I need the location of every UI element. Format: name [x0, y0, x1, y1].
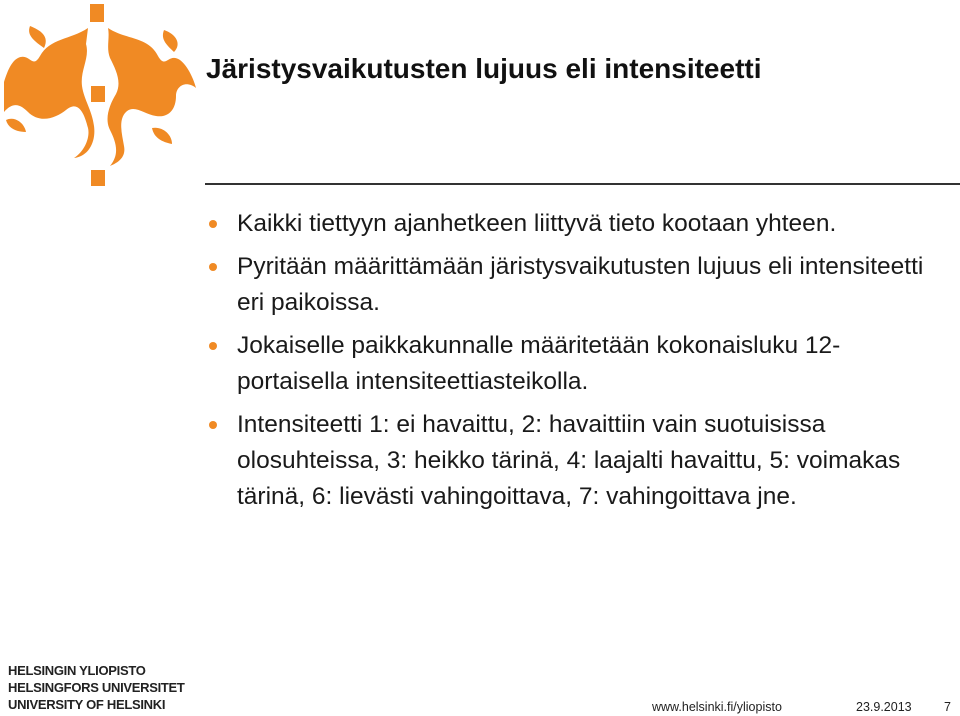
university-name-sv: HELSINGFORS UNIVERSITET — [8, 680, 185, 695]
list-item — [206, 206, 946, 242]
bullet-dot-icon — [209, 342, 217, 350]
bullet-dot-icon — [209, 220, 217, 228]
university-flame-logo-icon — [0, 0, 200, 190]
slide-title: Järistysvaikutusten lujuus eli intensiteetti — [206, 53, 762, 84]
footer-date: 23.9.2013 — [856, 700, 912, 714]
bullet-text: Intensiteetti 1: ei havaittu, 2: havaittiin vain suotuisissa olosuhteissa, 3: heikko tärinä, 4: laajalti havaittu, 5: voimakas tärinä, 6: lievästi vahingoittava, 7: vahingoittava jne. — [237, 411, 901, 510]
list-item — [206, 328, 946, 400]
title-divider — [205, 183, 960, 185]
bullet-dot-icon — [209, 263, 217, 271]
list-item — [206, 407, 946, 515]
list-item — [206, 249, 946, 321]
bullet-text: Pyritään määrittämään järistysvaikutusten lujuus eli intensiteetti eri paikoissa. — [237, 253, 924, 316]
bullet-list — [206, 206, 946, 522]
bullet-text: Jokaiselle paikkakunnalle määritetään kokonaisluku 12-portaisella intensiteettiasteikolla. — [237, 332, 841, 395]
page-number: 7 — [944, 700, 951, 714]
university-name-fi: HELSINGIN YLIOPISTO — [8, 663, 146, 678]
university-name-block — [8, 662, 208, 713]
footer-url: www.helsinki.fi/yliopisto — [652, 700, 782, 714]
bullet-text: Kaikki tiettyyn ajanhetkeen liittyvä tieto kootaan yhteen. — [237, 210, 837, 237]
university-name-en: UNIVERSITY OF HELSINKI — [8, 697, 166, 712]
bullet-dot-icon — [209, 421, 217, 429]
